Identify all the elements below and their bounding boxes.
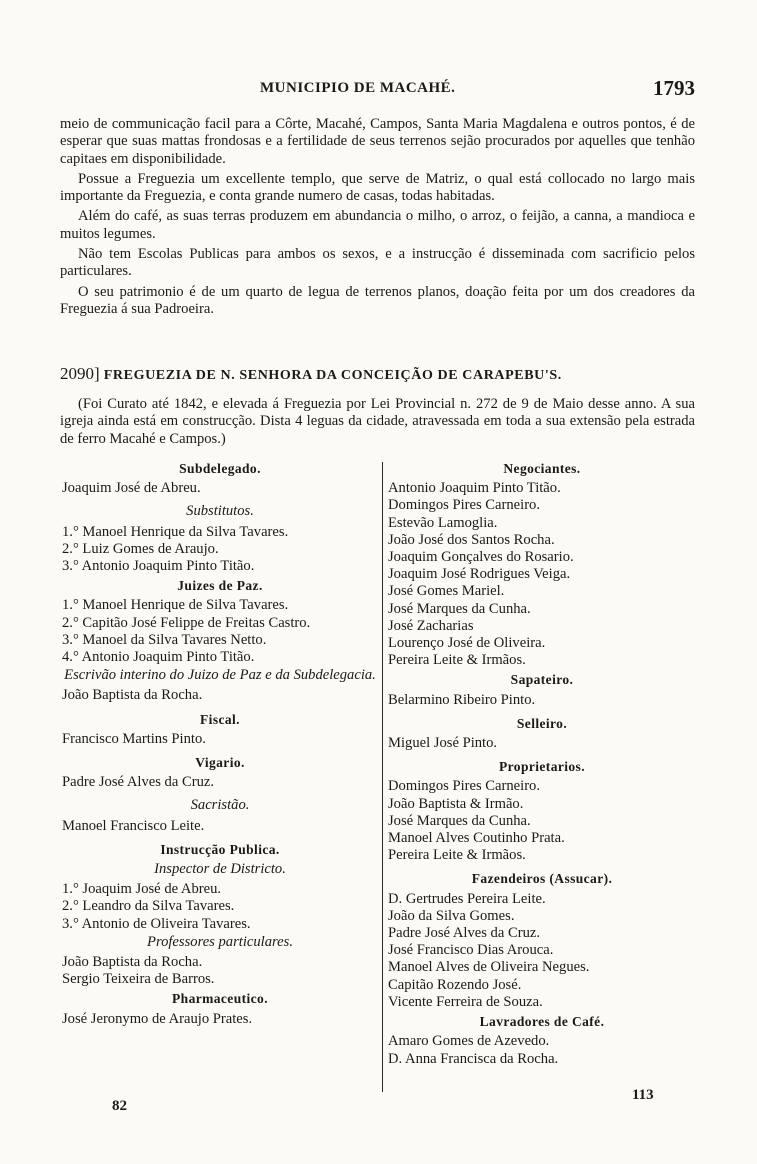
list-item: Manoel Alves de Oliveira Negues. — [388, 959, 590, 976]
fazendeiros-heading: Fazendeiros (Assucar). — [471, 871, 613, 887]
list-item: João Baptista da Rocha. — [62, 687, 203, 704]
negociantes-heading: Negociantes. — [503, 461, 581, 476]
list-item: Lourenço José de Oliveira. — [388, 635, 546, 652]
list-item: Joaquim Gonçalves do Rosario. — [388, 549, 574, 566]
list-item: 2.° Luiz Gomes de Araujo. — [62, 540, 219, 557]
subdelegado-heading: Subdelegado. — [179, 461, 261, 476]
pharmaceutico-heading: Pharmaceutico. — [172, 991, 268, 1007]
juizes-heading: Juizes de Paz. — [177, 578, 263, 594]
list-item: João José dos Santos Rocha. — [388, 531, 555, 548]
right-column — [386, 458, 698, 1068]
intro-paragraph: meio de communicação facil para a Côrte, Macahé, Campos, Santa Maria Magdalena e outros pontos, é de esperar que suas mattas frondosas e a fertilidade de seus terrenos sejão procurados por aquelles que tenhão capitaes em disponibilidade. — [60, 116, 695, 167]
intro-paragraph: Além do café, as suas terras produzem em abundancia o milho, o arroz, o feijão, a canna, a mandioca e muitos legumes. — [60, 208, 695, 242]
vigario-heading: Vigario. — [195, 755, 245, 771]
list-item: Francisco Martins Pinto. — [62, 730, 206, 747]
substitutos-heading: Substitutos. — [186, 503, 254, 520]
list-item: João da Silva Gomes. — [388, 907, 515, 924]
list-item: Joaquim José Rodrigues Veiga. — [388, 566, 571, 583]
selleiro-heading: Selleiro. — [516, 715, 568, 731]
list-item: 1.° Joaquim José de Abreu. — [62, 881, 222, 898]
list-item: 1.° Manoel Henrique de Silva Tavares. — [62, 597, 289, 614]
list-item: Domingos Pires Carneiro. — [388, 778, 541, 795]
list-item: Estevão Lamoglia. — [388, 514, 498, 531]
list-item: Miguel José Pinto. — [388, 735, 498, 752]
sacristao-heading: Sacristão. — [190, 797, 250, 814]
page-number: 1793 — [653, 76, 695, 100]
professores-heading: Professores particulares. — [147, 933, 293, 950]
section-heading — [60, 364, 700, 384]
lavradores-heading: Lavradores de Café. — [479, 1014, 605, 1030]
list-item: 3.° Antonio Joaquim Pinto Titão. — [62, 558, 255, 575]
section-note: (Foi Curato até 1842, e elevada á Freguezia por Lei Provincial n. 272 de 9 de Maio desse anno. A sua igreja ainda está em construcção. Dista 4 leguas da cidade, atravessada em toda a sua extensão pela estrada de ferro Macahé e Campos.) — [60, 396, 695, 447]
page-header — [60, 76, 695, 106]
running-title: MUNICIPIO DE MACAHÉ. — [260, 80, 456, 96]
list-item: D. Gertrudes Pereira Leite. — [388, 890, 546, 907]
list-item: José Zacharias — [388, 617, 474, 634]
list-item: José Marques da Cunha. — [388, 812, 531, 829]
list-item: Sergio Teixeira de Barros. — [62, 971, 215, 988]
list-item: Padre José Alves da Cruz. — [62, 774, 214, 791]
list-item: Manoel Alves Coutinho Prata. — [388, 830, 565, 847]
left-column — [60, 458, 380, 1028]
intro-paragraph: Possue a Freguezia um excellente templo, que serve de Matriz, o qual está collocado no largo mais importante da Freguezia, e conta grande numero de casas, todas habitadas. — [60, 170, 695, 205]
list-item: Pereira Leite & Irmãos. — [388, 652, 526, 669]
list-item: José Gomes Mariel. — [388, 583, 505, 600]
footer-signature-left: 82 — [112, 1098, 127, 1114]
list-item: Joaquim José de Abreu. — [62, 480, 201, 497]
list-item: Antonio Joaquim Pinto Titão. — [388, 480, 561, 497]
section-title: FREGUEZIA DE N. SENHORA DA CONCEIÇÃO DE CARAPEBU'S. — [103, 368, 562, 383]
list-item: João Baptista da Rocha. — [62, 954, 203, 971]
section-number: 2090] — [60, 364, 100, 383]
list-item: João Baptista & Irmão. — [388, 795, 524, 812]
intro-paragraph: O seu patrimonio é de um quarto de legua de terrenos planos, doação feita por um dos creadores da Freguezia á sua Padroeira. — [60, 283, 695, 317]
list-item: 3.° Antonio de Oliveira Tavares. — [62, 915, 251, 932]
list-item: 1.° Manoel Henrique da Silva Tavares. — [62, 523, 289, 540]
escrivao-heading: Escrivão interino do Juizo de Paz e da Subdelegacia. — [64, 667, 376, 684]
list-item: 4.° Antonio Joaquim Pinto Titão. — [62, 649, 255, 666]
list-item: Padre José Alves da Cruz. — [388, 925, 540, 942]
intro-paragraph: Não tem Escolas Publicas para ambos os sexos, e a instrucção é disseminada com sacrificio pelos particulares. — [60, 246, 695, 280]
instrucao-heading: Instrucção Publica. — [160, 841, 280, 857]
list-item: Manoel Francisco Leite. — [62, 817, 205, 834]
list-item: Vicente Ferreira de Souza. — [388, 993, 543, 1010]
list-item: José Francisco Dias Arouca. — [388, 942, 554, 959]
list-item: Domingos Pires Carneiro. — [388, 497, 541, 514]
list-item: José Marques da Cunha. — [388, 600, 531, 617]
proprietarios-heading: Proprietarios. — [499, 759, 585, 775]
list-item: D. Anna Francisca da Rocha. — [388, 1050, 559, 1067]
list-item: José Jeronymo de Araujo Prates. — [62, 1010, 253, 1027]
sapateiro-heading: Sapateiro. — [510, 672, 574, 688]
fiscal-heading: Fiscal. — [200, 711, 240, 727]
column-divider — [382, 462, 383, 1092]
list-item: Pereira Leite & Irmãos. — [388, 847, 526, 864]
list-item: 2.° Capitão José Felippe de Freitas Castro. — [62, 614, 311, 631]
inspector-heading: Inspector de Districto. — [154, 861, 286, 878]
list-item: 2.° Leandro da Silva Tavares. — [62, 898, 235, 915]
list-item: Belarmino Ribeiro Pinto. — [388, 691, 536, 708]
footer-signature-right: 113 — [632, 1087, 654, 1103]
list-item: 3.° Manoel da Silva Tavares Netto. — [62, 631, 267, 648]
intro-text — [60, 116, 695, 321]
list-item: Amaro Gomes de Azevedo. — [388, 1033, 550, 1050]
list-item: Capitão Rozendo José. — [388, 976, 522, 993]
